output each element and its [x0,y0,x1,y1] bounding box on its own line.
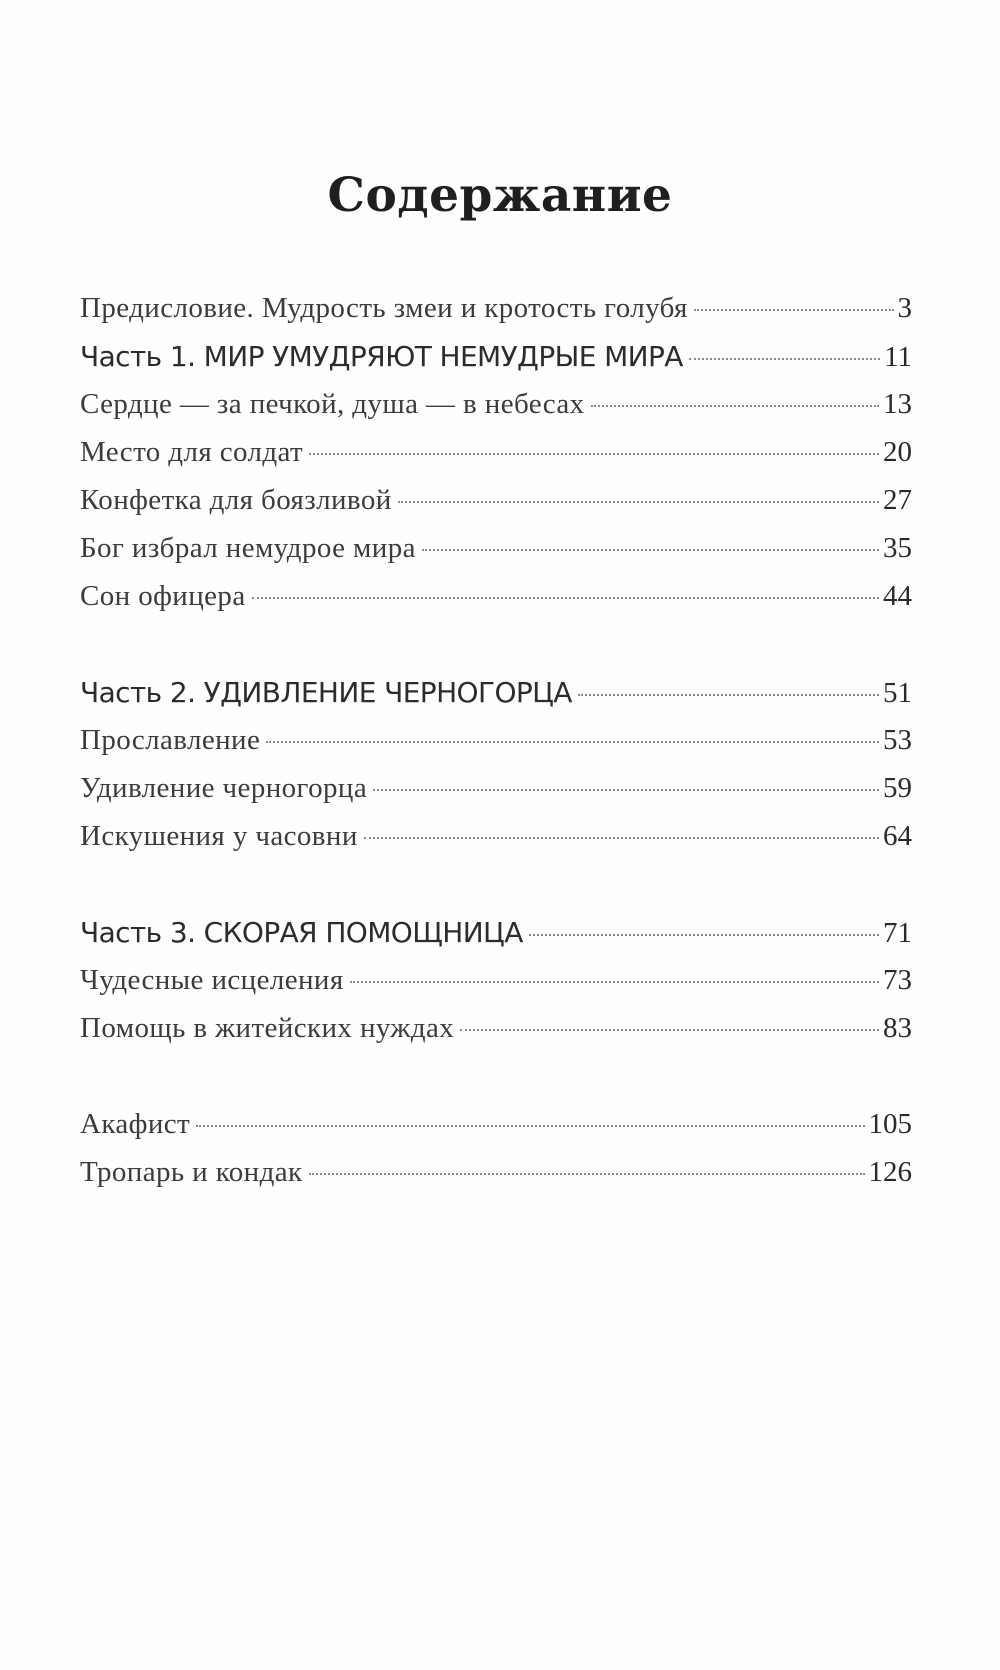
toc-entry-part-2 [80,676,912,724]
toc-page-number: 20 [883,436,912,468]
toc-entry [80,724,912,772]
dot-leader [689,358,880,360]
dot-leader [350,981,879,983]
toc-page-number: 73 [883,964,912,996]
dot-leader [422,549,879,551]
toc-page-number: 126 [868,1156,912,1188]
toc-entry-akathist [80,1108,912,1156]
dot-leader [694,309,894,311]
toc-entry-label: Акафист [80,1108,191,1140]
dot-leader [578,694,879,696]
dot-leader [460,1029,879,1031]
page-title: Содержание [327,168,673,223]
table-of-contents [80,292,912,1204]
toc-entry [80,484,912,532]
dot-leader [252,597,879,599]
dot-leader [309,453,879,455]
toc-entry-label: Часть 3. СКОРАЯ ПОМОЩНИЦА [80,916,523,949]
dot-leader [196,1125,864,1127]
toc-entry-label: Место для солдат [80,436,304,468]
toc-entry-label: Чудесные исцеления [80,964,344,996]
toc-page-number: 105 [868,1108,912,1140]
dot-leader [398,501,879,503]
toc-entry [80,436,912,484]
toc-entry-part-3 [80,916,912,964]
dot-leader [591,405,879,407]
toc-entry [80,964,912,1012]
dot-leader [266,741,879,743]
toc-entry [80,1012,912,1060]
toc-page-number: 53 [883,724,912,756]
section-spacer [80,1060,912,1108]
section-spacer [80,628,912,676]
toc-entry-label: Часть 2. УДИВЛЕНИЕ ЧЕРНОГОРЦА [80,676,572,709]
toc-page-number: 3 [897,292,912,324]
toc-entry-label: Удивление черногорца [80,772,368,804]
dot-leader [373,789,879,791]
toc-page-number: 64 [883,820,912,852]
toc-entry-label: Прославление [80,724,261,756]
toc-entry-label: Тропарь и кондак [80,1156,303,1188]
toc-entry-troparion [80,1156,912,1204]
toc-page-number: 51 [883,677,912,709]
toc-page-number: 44 [883,580,912,612]
toc-entry-label: Искушения у часовни [80,820,358,852]
toc-entry-preface [80,292,912,340]
toc-page-number: 13 [883,388,912,420]
toc-entry-label: Помощь в житейских нуждах [80,1012,455,1044]
toc-entry-label: Сон офицера [80,580,246,612]
toc-entry-label: Часть 1. МИР УМУДРЯЮТ НЕМУДРЫЕ МИРА [80,340,683,373]
toc-entry-label: Конфетка для боязливой [80,484,392,516]
section-spacer [80,868,912,916]
toc-entry-label: Бог избрал немудрое мира [80,532,416,564]
toc-page-number: 83 [883,1012,912,1044]
toc-entry-part-1 [80,340,912,388]
dot-leader [364,837,879,839]
toc-entry-label: Сердце — за печкой, душа — в небесах [80,388,585,420]
toc-entry [80,820,912,868]
toc-page-number: 11 [884,341,912,373]
toc-page-number: 35 [883,532,912,564]
toc-page-number: 59 [883,772,912,804]
toc-page-number: 71 [883,917,912,949]
toc-page-number: 27 [883,484,912,516]
dot-leader [529,934,879,936]
toc-entry [80,388,912,436]
toc-entry [80,580,912,628]
dot-leader [309,1173,865,1175]
toc-entry-label: Предисловие. Мудрость змеи и кротость голубя [80,292,688,324]
toc-entry [80,532,912,580]
toc-entry [80,772,912,820]
